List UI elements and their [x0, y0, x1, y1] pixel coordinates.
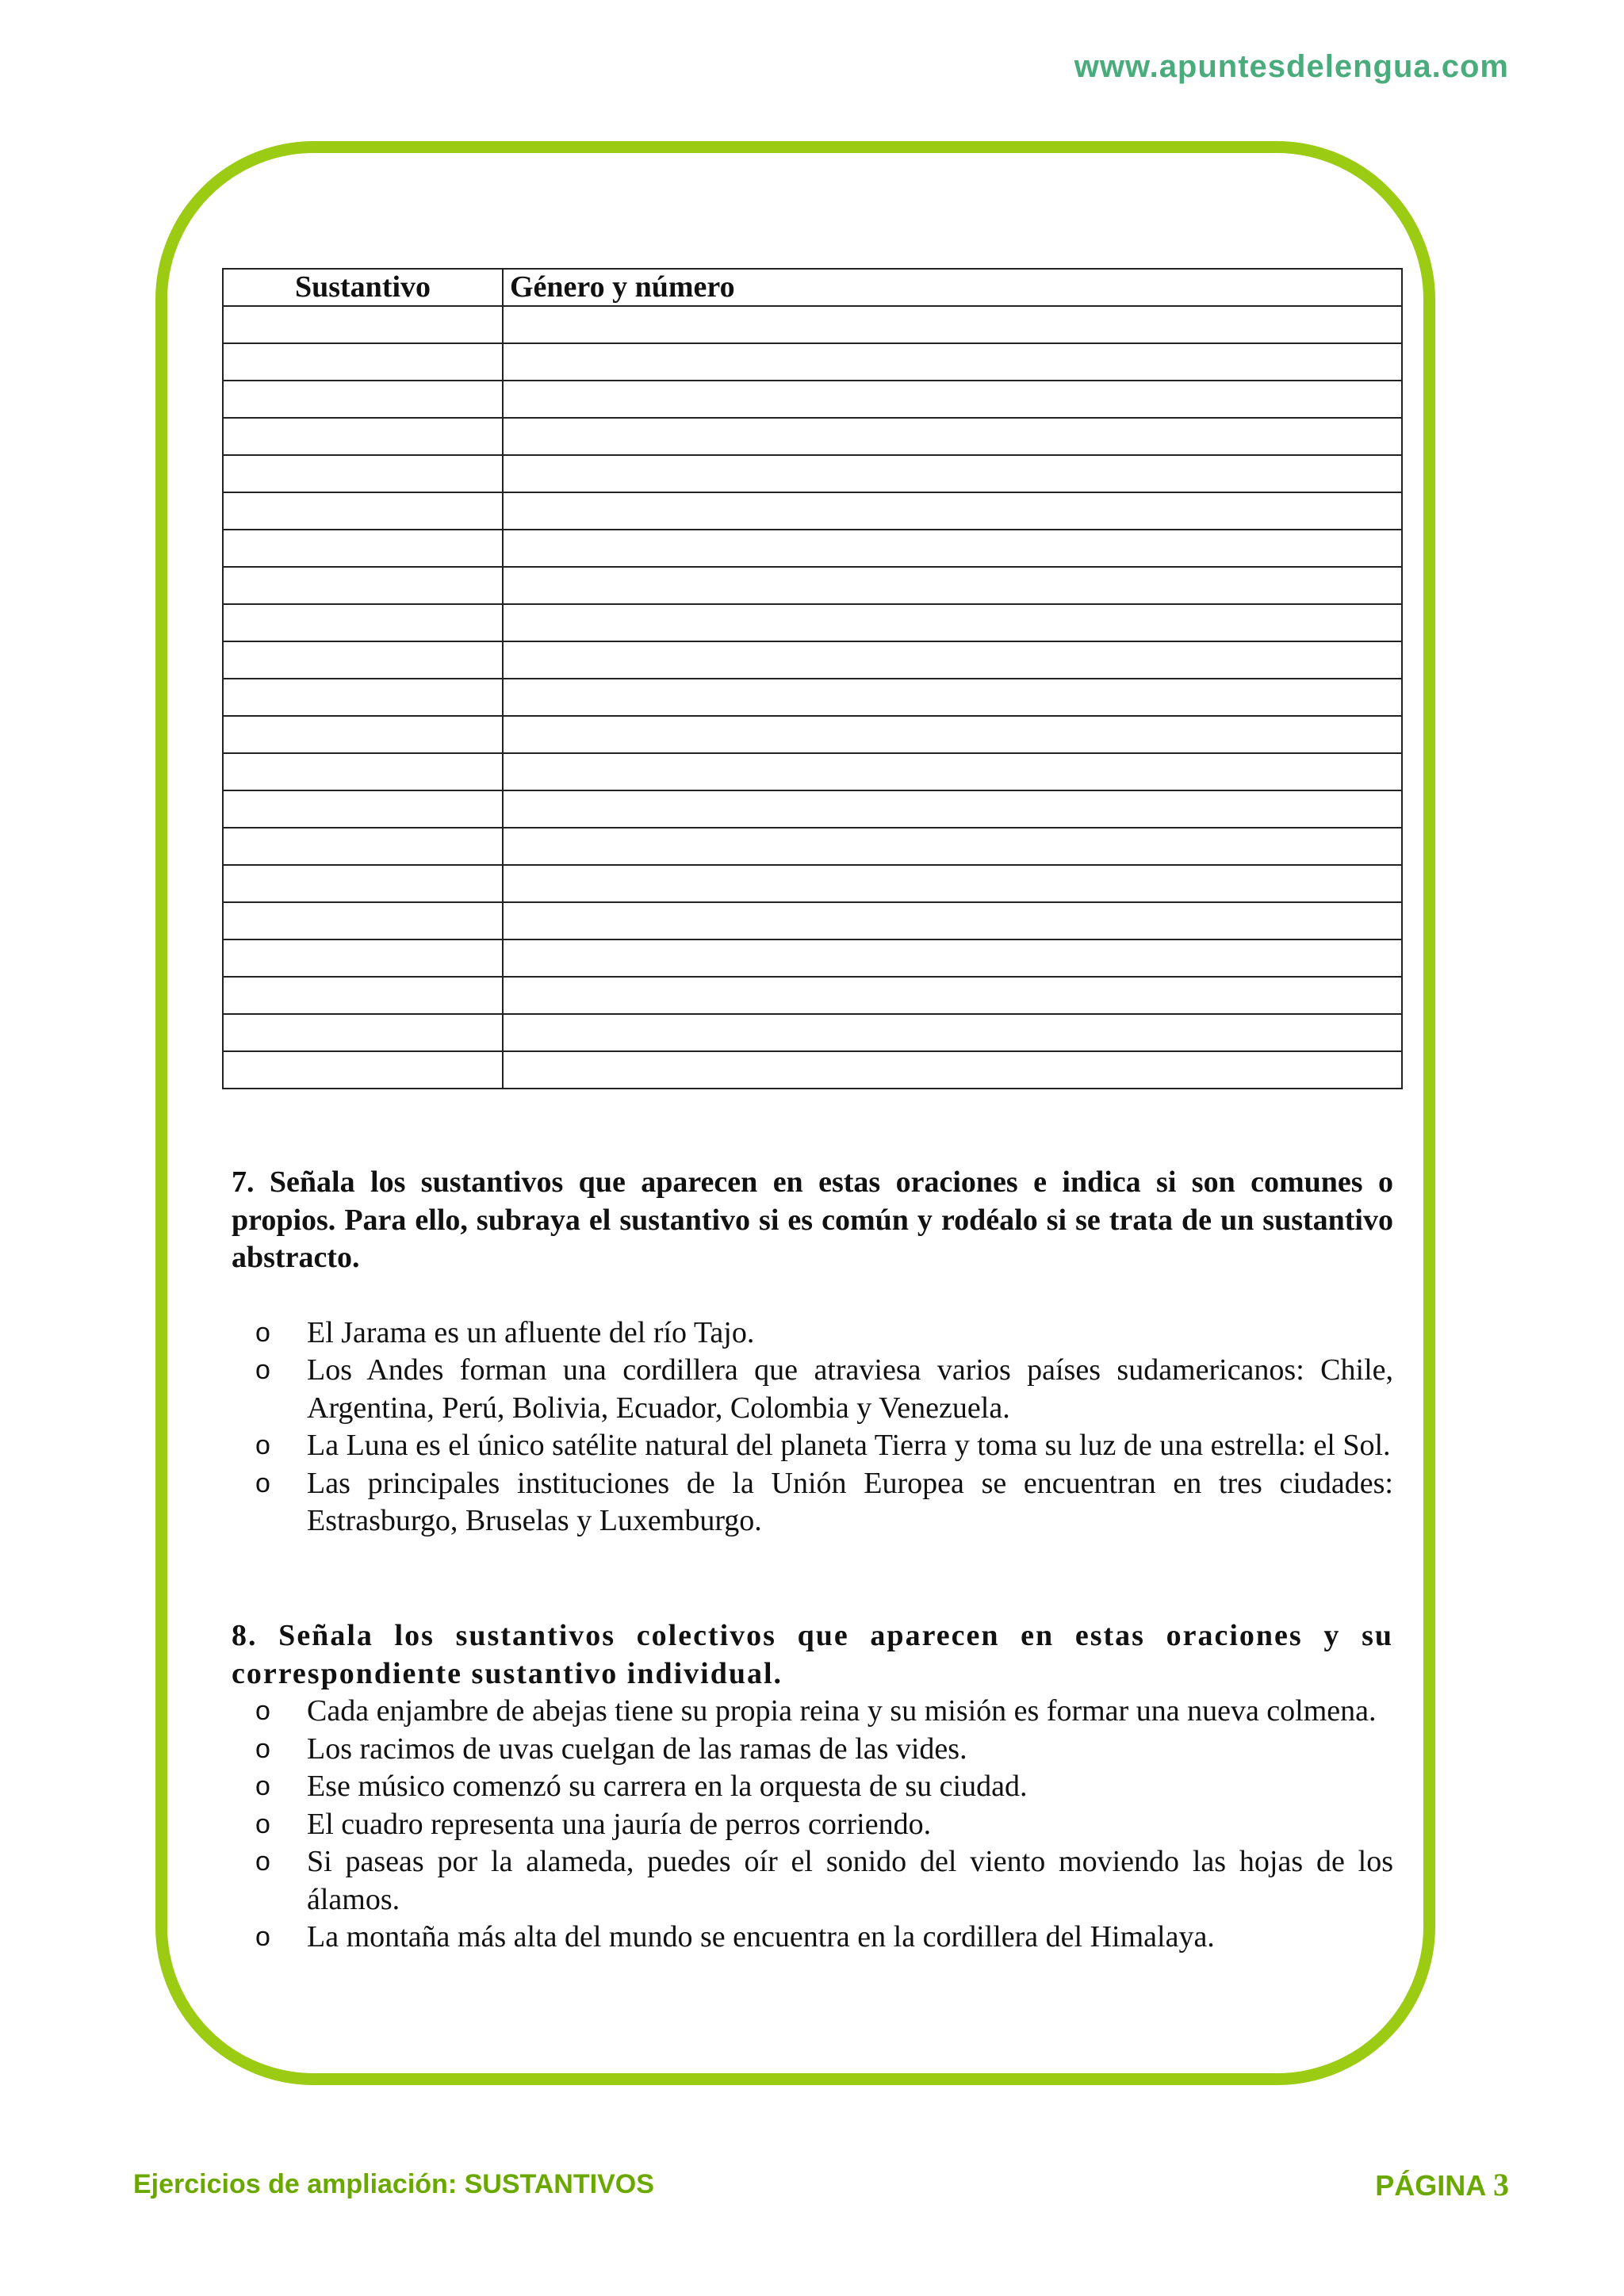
table-header-row [223, 269, 1402, 306]
list-item [232, 1768, 1393, 1806]
table-row [223, 343, 1402, 381]
list-item [232, 1693, 1393, 1731]
genero-numero-cell[interactable] [503, 492, 1402, 530]
bullet-icon: o [255, 1733, 270, 1764]
genero-numero-cell[interactable] [503, 828, 1402, 865]
table-row [223, 1051, 1402, 1089]
sustantivo-cell[interactable] [223, 1051, 503, 1089]
table-row [223, 939, 1402, 977]
table-row [223, 679, 1402, 716]
bullet-icon: o [255, 1468, 270, 1498]
bullet-icon: o [255, 1355, 270, 1385]
page-label: PÁGINA [1375, 2169, 1485, 2202]
sustantivo-cell[interactable] [223, 418, 503, 455]
table-row [223, 753, 1402, 790]
sustantivo-cell[interactable] [223, 343, 503, 381]
list-item-text: Cada enjambre de abejas tiene su propia reina y su misión es formar una nueva colmena. [307, 1694, 1377, 1728]
list-item-text: Las principales instituciones de la Unión Europea se encuentran en tres ciudades: Estrasburgo, Bruselas y Luxemburgo. [307, 1466, 1393, 1537]
list-item-text: El Jarama es un afluente del río Tajo. [307, 1315, 755, 1349]
genero-numero-cell[interactable] [503, 939, 1402, 977]
genero-numero-cell[interactable] [503, 418, 1402, 455]
genero-numero-cell[interactable] [503, 530, 1402, 567]
sustantivo-cell[interactable] [223, 902, 503, 939]
sustantivo-cell[interactable] [223, 641, 503, 679]
genero-numero-cell[interactable] [503, 977, 1402, 1014]
exercise-7 [232, 1164, 1393, 1540]
bullet-icon: o [255, 1846, 270, 1877]
genero-numero-cell[interactable] [503, 865, 1402, 902]
genero-numero-cell[interactable] [503, 381, 1402, 418]
bullet-icon: o [255, 1430, 270, 1460]
sustantivo-cell[interactable] [223, 1014, 503, 1051]
page-number-value: 3 [1493, 2167, 1509, 2202]
table-row [223, 977, 1402, 1014]
table-row [223, 455, 1402, 492]
bullet-icon: o [255, 1317, 270, 1348]
table-row [223, 306, 1402, 343]
sustantivo-cell[interactable] [223, 679, 503, 716]
exercise-8-list [232, 1693, 1393, 1957]
column-header-genero-numero: Género y número [503, 269, 1402, 306]
list-item [232, 1843, 1393, 1919]
list-item-text: Ese músico comenzó su carrera en la orquesta de su ciudad. [307, 1770, 1028, 1803]
genero-numero-cell[interactable] [503, 716, 1402, 753]
list-item-text: Los racimos de uvas cuelgan de las ramas de las vides. [307, 1732, 967, 1766]
table-body [223, 306, 1402, 1089]
sustantivo-cell[interactable] [223, 381, 503, 418]
genero-numero-cell[interactable] [503, 455, 1402, 492]
exercise-7-heading: 7. Señala los sustantivos que aparecen en estas oraciones e indica si son comunes o propios. Para ello, subraya el sustantivo si es común y rodéalo si se trata de un sustantivo abstracto. [232, 1165, 1393, 1274]
list-item-text: Los Andes forman una cordillera que atraviesa varios países sudamericanos: Chile, Argentina, Perú, Bolivia, Ecuador, Colombia y Venezuela. [307, 1353, 1393, 1425]
list-item [232, 1731, 1393, 1769]
list-item-text: La montaña más alta del mundo se encuentra en la cordillera del Himalaya. [307, 1920, 1215, 1954]
exercise-8 [232, 1617, 1393, 1957]
list-item-text: La Luna es el único satélite natural del planeta Tierra y toma su luz de una estrella: el Sol. [307, 1429, 1391, 1462]
table-row [223, 641, 1402, 679]
table-row [223, 567, 1402, 604]
genero-numero-cell[interactable] [503, 604, 1402, 641]
bullet-icon: o [255, 1696, 270, 1726]
genero-numero-cell[interactable] [503, 790, 1402, 828]
sustantivo-cell[interactable] [223, 790, 503, 828]
genero-numero-cell[interactable] [503, 753, 1402, 790]
list-item-text: Si paseas por la alameda, puedes oír el sonido del viento moviendo las hojas de los álamos. [307, 1845, 1393, 1916]
sustantivo-cell[interactable] [223, 716, 503, 753]
table-row [223, 492, 1402, 530]
genero-numero-cell[interactable] [503, 1051, 1402, 1089]
table-row [223, 530, 1402, 567]
list-item [232, 1806, 1393, 1844]
table-row [223, 716, 1402, 753]
column-header-sustantivo: Sustantivo [223, 269, 503, 306]
sustantivo-cell[interactable] [223, 604, 503, 641]
genero-numero-cell[interactable] [503, 902, 1402, 939]
list-item-text: El cuadro representa una jauría de perros corriendo. [307, 1807, 932, 1841]
genero-numero-cell[interactable] [503, 641, 1402, 679]
sustantivo-cell[interactable] [223, 567, 503, 604]
list-item [232, 1919, 1393, 1957]
list-item [232, 1352, 1393, 1427]
bullet-icon: o [255, 1808, 270, 1839]
footer-title: Ejercicios de ampliación: SUSTANTIVOS [133, 2169, 654, 2199]
sustantivo-cell[interactable] [223, 939, 503, 977]
bullet-icon: o [255, 1922, 270, 1952]
genero-numero-cell[interactable] [503, 567, 1402, 604]
page-number [1375, 2166, 1509, 2203]
list-item [232, 1465, 1393, 1540]
sustantivo-cell[interactable] [223, 306, 503, 343]
table-row [223, 604, 1402, 641]
list-item [232, 1314, 1393, 1353]
list-item [232, 1427, 1393, 1465]
table-row [223, 865, 1402, 902]
sustantivo-cell[interactable] [223, 977, 503, 1014]
table-row [223, 790, 1402, 828]
table-row [223, 381, 1402, 418]
genero-numero-cell[interactable] [503, 343, 1402, 381]
sustantivo-cell[interactable] [223, 492, 503, 530]
table-row [223, 902, 1402, 939]
sustantivo-cell[interactable] [223, 530, 503, 567]
genero-numero-cell[interactable] [503, 679, 1402, 716]
genero-numero-cell[interactable] [503, 1014, 1402, 1051]
sustantivo-cell[interactable] [223, 865, 503, 902]
genero-numero-cell[interactable] [503, 306, 1402, 343]
bullet-icon: o [255, 1771, 270, 1801]
answer-table [222, 268, 1403, 1089]
table-row [223, 418, 1402, 455]
table-row [223, 828, 1402, 865]
site-url[interactable]: www.apuntesdelengua.com [1074, 49, 1509, 84]
sustantivo-cell[interactable] [223, 828, 503, 865]
exercise-7-list [232, 1314, 1393, 1540]
table-row [223, 1014, 1402, 1051]
sustantivo-cell[interactable] [223, 455, 503, 492]
exercise-8-heading: 8. Señala los sustantivos colectivos que aparecen en estas oraciones y su correspondiente sustantivo individual. [232, 1619, 1393, 1690]
sustantivo-cell[interactable] [223, 753, 503, 790]
